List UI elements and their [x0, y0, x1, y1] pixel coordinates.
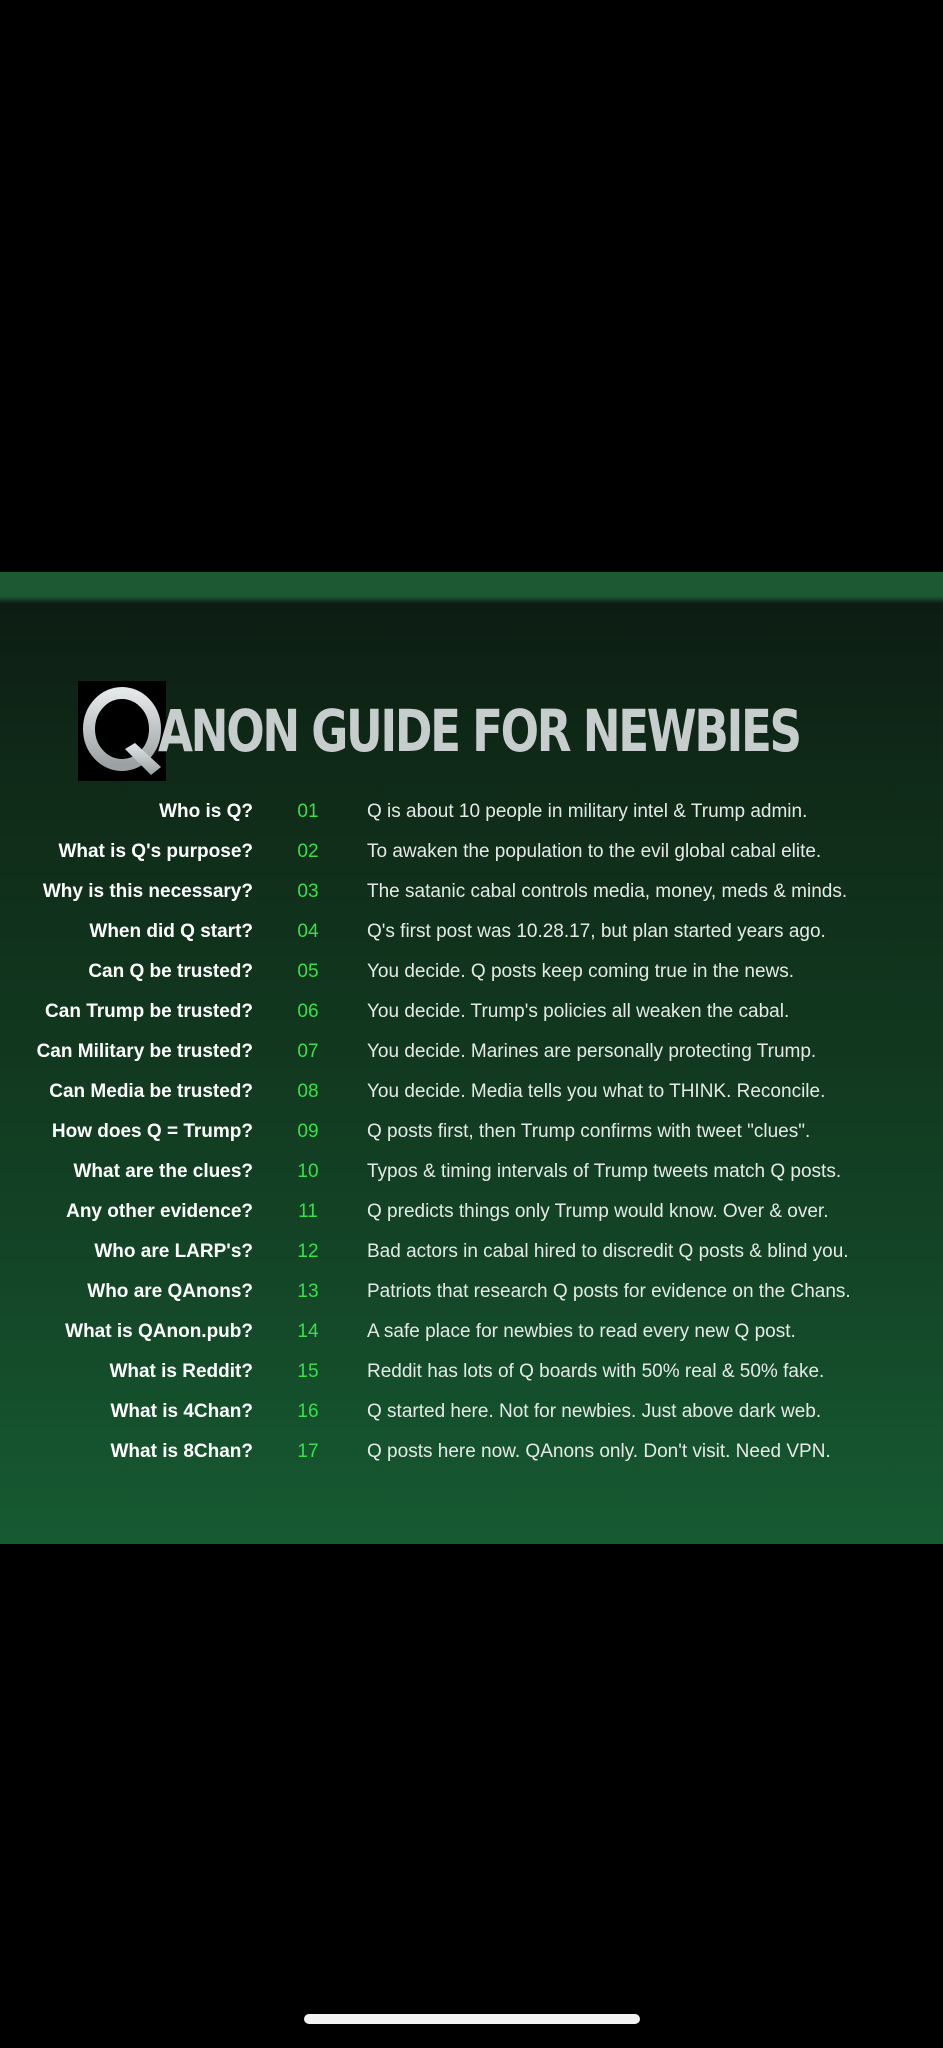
row-number: 16	[297, 1401, 319, 1422]
question-text: When did Q start?	[89, 921, 253, 942]
answer-text: You decide. Marines are personally protecting Trump.	[367, 1041, 817, 1062]
question-text: Any other evidence?	[66, 1201, 253, 1222]
question-text: What is Reddit?	[109, 1361, 253, 1382]
question-text: How does Q = Trump?	[51, 1121, 253, 1142]
row-number: 05	[297, 961, 319, 982]
table-row	[0, 1392, 943, 1432]
answer-text: Q posts here now. QAnons only. Don't visit. Need VPN.	[367, 1441, 831, 1462]
question-text: Who are QAnons?	[87, 1281, 253, 1302]
row-number: 04	[297, 921, 319, 942]
guide-card	[0, 572, 943, 1544]
question-text: Can Media be trusted?	[49, 1081, 253, 1102]
row-number: 12	[297, 1241, 319, 1262]
answer-text: Q posts first, then Trump confirms with tweet "clues".	[367, 1121, 811, 1142]
table-row	[0, 1032, 943, 1072]
table-row	[0, 1272, 943, 1312]
answer-text: Patriots that research Q posts for evidence on the Chans.	[367, 1281, 851, 1302]
question-text: Can Q be trusted?	[88, 961, 253, 982]
table-row	[0, 1352, 943, 1392]
question-text: What is 4Chan?	[110, 1401, 253, 1422]
q-logo	[78, 681, 166, 781]
row-number: 14	[297, 1321, 319, 1342]
row-number: 07	[297, 1041, 319, 1062]
table-row	[0, 1112, 943, 1152]
row-number: 03	[297, 881, 319, 902]
answer-text: Q predicts things only Trump would know. Over & over.	[367, 1201, 829, 1222]
question-text: Who are LARP's?	[94, 1241, 253, 1262]
table-row	[0, 1232, 943, 1272]
question-text: What is QAnon.pub?	[65, 1321, 253, 1342]
row-number: 15	[297, 1361, 319, 1382]
table-row	[0, 792, 943, 832]
table-row	[0, 832, 943, 872]
answer-text: Q started here. Not for newbies. Just above dark web.	[367, 1401, 822, 1422]
row-number: 02	[297, 841, 319, 862]
table-row	[0, 912, 943, 952]
table-row	[0, 1072, 943, 1112]
answer-text: Typos & timing intervals of Trump tweets match Q posts.	[367, 1161, 842, 1182]
answer-text: Bad actors in cabal hired to discredit Q posts & blind you.	[367, 1241, 849, 1262]
question-text: Who is Q?	[159, 801, 253, 822]
answer-text: You decide. Trump's policies all weaken the cabal.	[367, 1001, 790, 1022]
row-number: 17	[297, 1441, 319, 1462]
answer-text: Q is about 10 people in military intel & Trump admin.	[367, 801, 808, 822]
table-row	[0, 1432, 943, 1472]
top-black-area	[0, 0, 943, 572]
row-number: 01	[297, 801, 319, 822]
row-number: 09	[297, 1121, 319, 1142]
row-number: 08	[297, 1081, 319, 1102]
row-number: 13	[297, 1281, 319, 1302]
answer-text: You decide. Q posts keep coming true in the news.	[367, 961, 795, 982]
answer-text: To awaken the population to the evil global cabal elite.	[367, 841, 822, 862]
q-letter-icon	[81, 683, 163, 779]
table-row	[0, 1152, 943, 1192]
table-row	[0, 1312, 943, 1352]
answer-text: The satanic cabal controls media, money, meds & minds.	[367, 881, 848, 902]
question-text: Can Military be trusted?	[36, 1041, 253, 1062]
home-indicator[interactable]	[304, 2014, 640, 2024]
question-text: What is Q's purpose?	[58, 841, 253, 862]
question-text: What are the clues?	[73, 1161, 253, 1182]
row-number: 10	[297, 1161, 319, 1182]
table-row	[0, 992, 943, 1032]
answer-text: Q's first post was 10.28.17, but plan started years ago.	[367, 921, 826, 942]
table-row	[0, 1192, 943, 1232]
answer-text: You decide. Media tells you what to THINK. Reconcile.	[367, 1081, 826, 1102]
card-top-band	[0, 572, 943, 604]
answer-text: A safe place for newbies to read every new Q post.	[367, 1321, 796, 1342]
title-text: ANON GUIDE FOR NEWBIES	[158, 697, 800, 765]
question-text: Can Trump be trusted?	[45, 1001, 253, 1022]
row-number: 11	[298, 1201, 318, 1222]
table-row	[0, 872, 943, 912]
guide-title	[78, 676, 943, 786]
row-number: 06	[297, 1001, 319, 1022]
table-row	[0, 952, 943, 992]
question-text: What is 8Chan?	[110, 1441, 253, 1462]
question-text: Why is this necessary?	[42, 881, 253, 902]
answer-text: Reddit has lots of Q boards with 50% real & 50% fake.	[367, 1361, 825, 1382]
